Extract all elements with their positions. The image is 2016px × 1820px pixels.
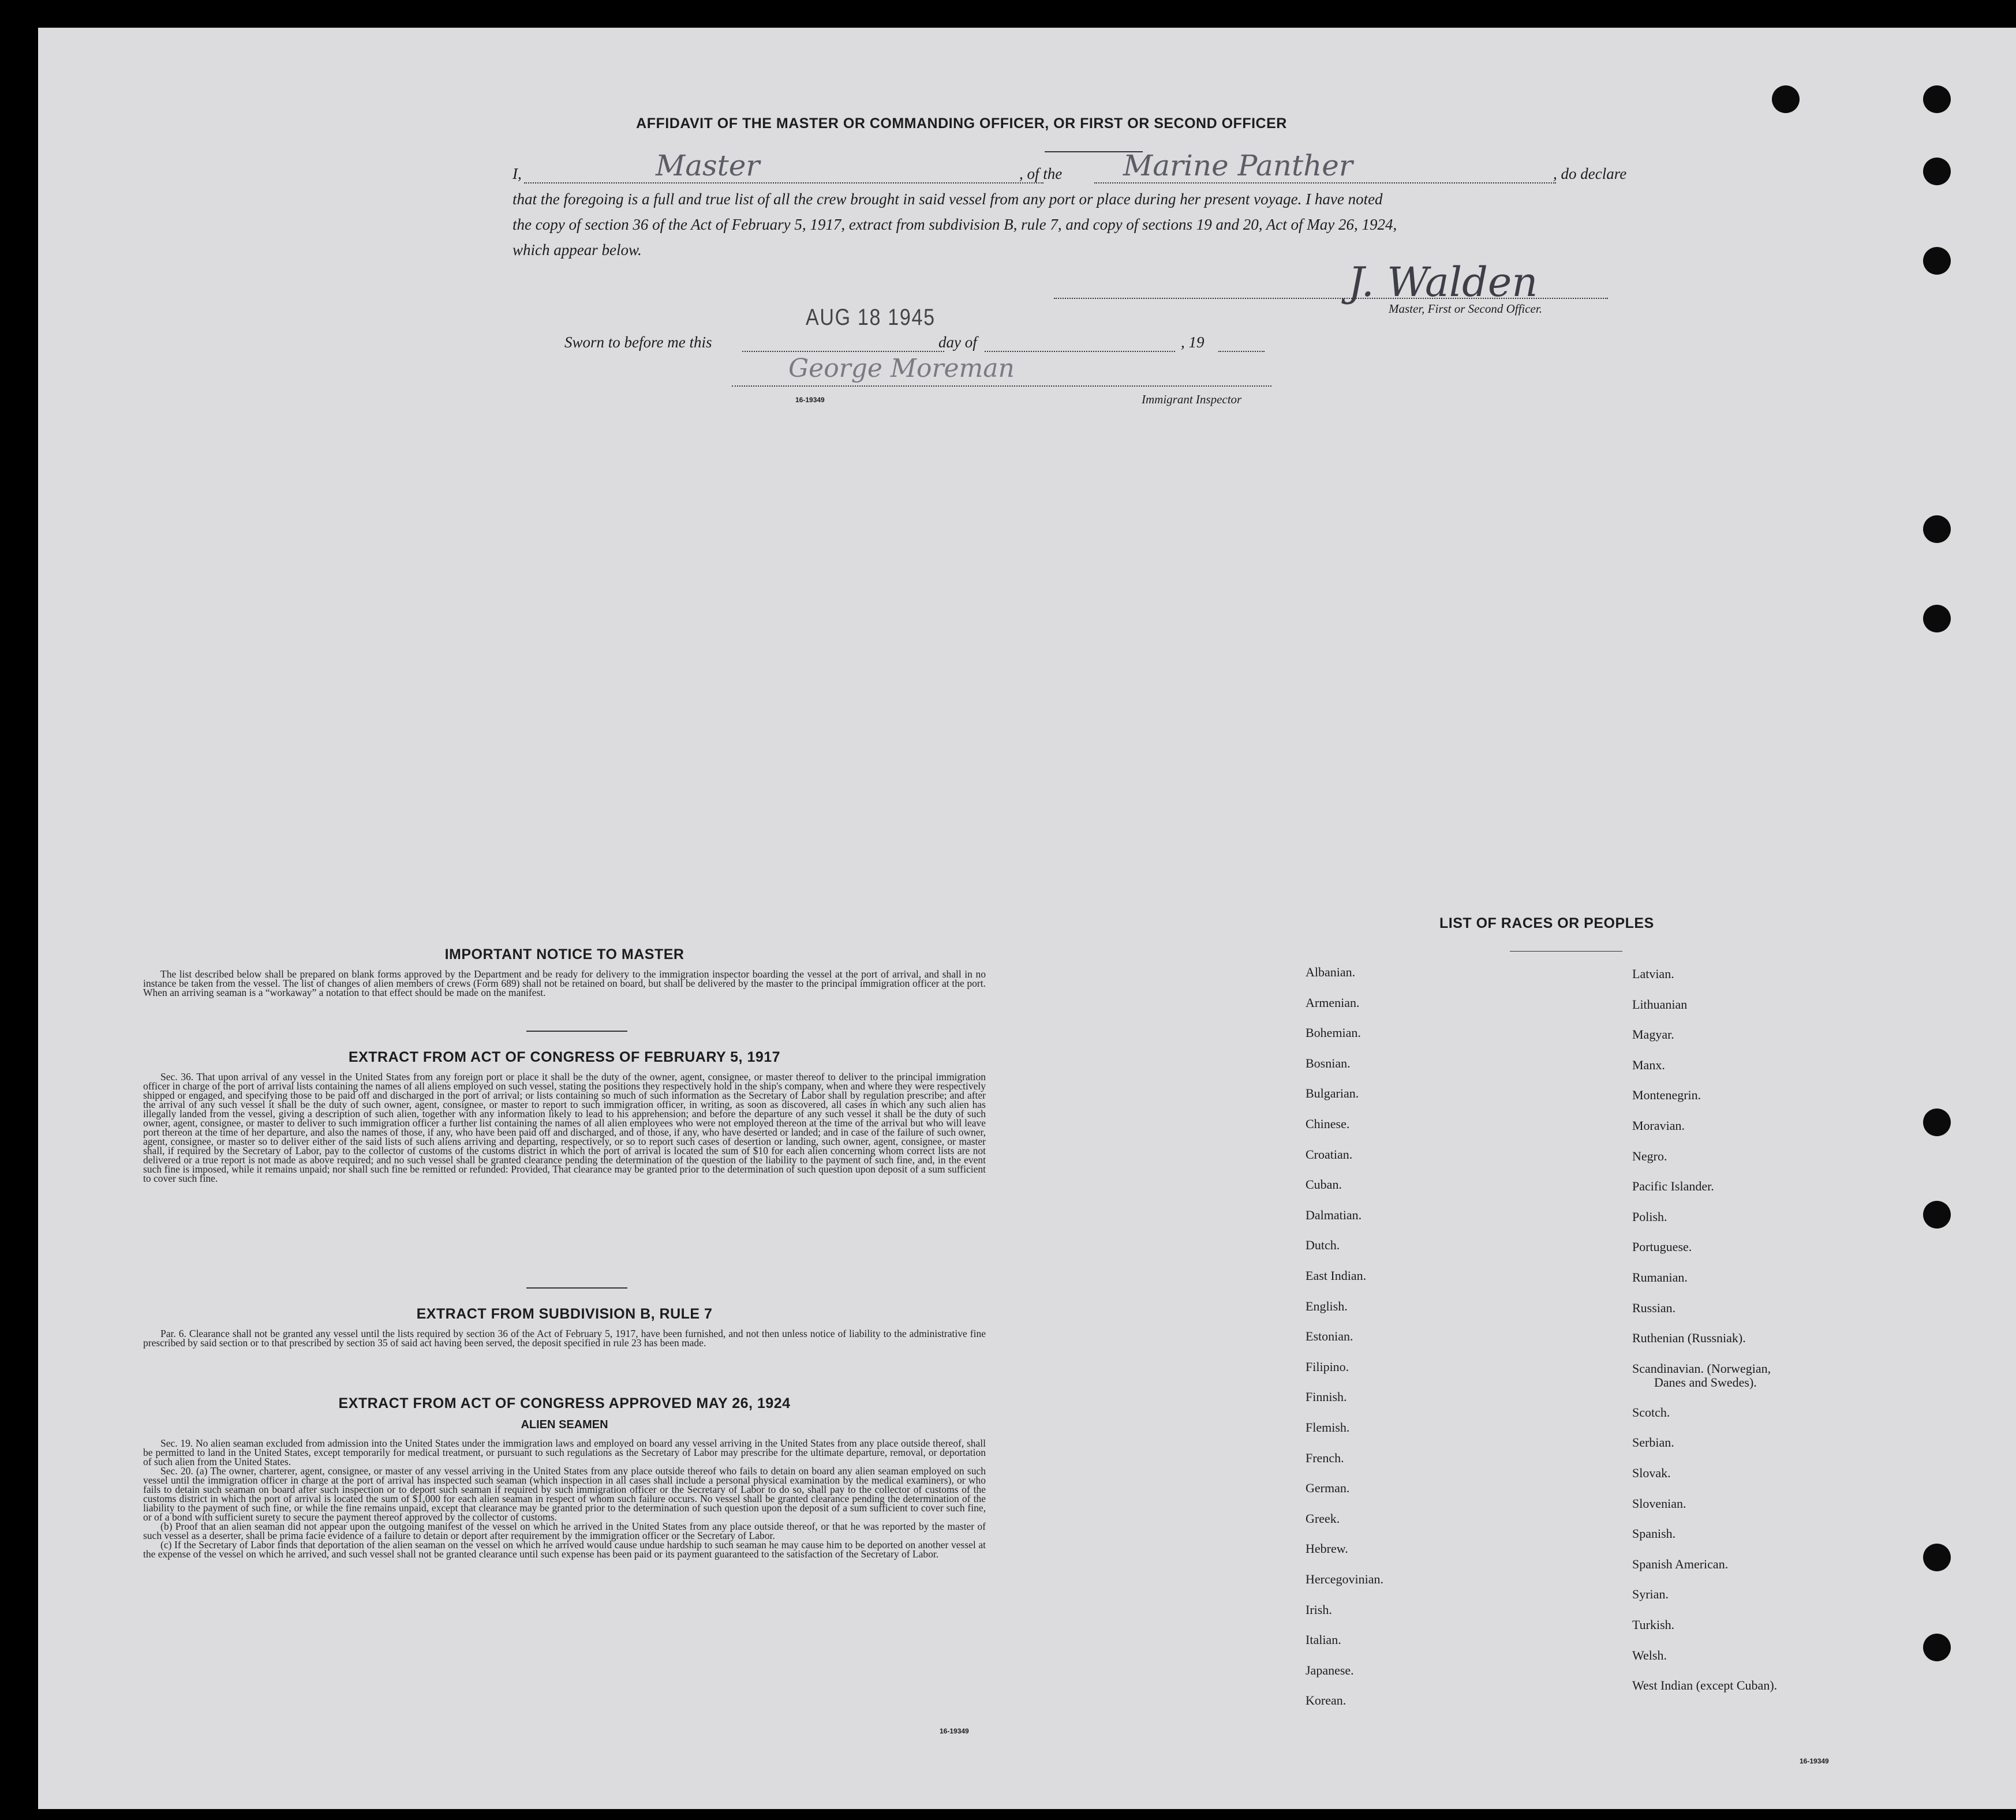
vessel-field-line <box>1094 182 1556 184</box>
affidavit-body-line: that the foregoing is a full and true list of all the crew brought in said vessel from any port or place during her present voyage. I have noted <box>513 190 1383 208</box>
race-item: Montenegrin. <box>1632 1088 1701 1103</box>
race-item: Syrian. <box>1632 1587 1669 1602</box>
punch-hole <box>1923 605 1951 632</box>
act1924-heading: EXTRACT FROM ACT OF CONGRESS APPROVED MAY 26, 1924 <box>338 1395 791 1411</box>
punch-hole <box>1923 1109 1951 1136</box>
race-item: Flemish. <box>1306 1420 1350 1435</box>
affidavit-body-line: the copy of section 36 of the Act of February 5, 1917, extract from subdivision B, rule 7, and copy of sections 19 and 20, Act of May 26, 1924, <box>513 216 1397 233</box>
race-item: Serbian. <box>1632 1435 1674 1450</box>
race-item: Filipino. <box>1306 1359 1349 1374</box>
section-divider <box>526 1287 627 1289</box>
signature-handwritten: J. Walden <box>1348 259 1538 306</box>
race-item: Chinese. <box>1306 1117 1350 1131</box>
form-number: 16-19349 <box>1800 1757 1829 1765</box>
affidavit-body-line: which appear below. <box>513 241 642 259</box>
punch-hole <box>1923 515 1951 543</box>
affidavit-of-the: , of the <box>1019 165 1063 182</box>
race-item: West Indian (except Cuban). <box>1632 1678 1778 1693</box>
sworn-day-line <box>742 351 944 352</box>
notice-heading: IMPORTANT NOTICE TO MASTER <box>444 946 685 963</box>
race-item: Bulgarian. <box>1306 1086 1359 1101</box>
race-item: Magyar. <box>1632 1027 1674 1042</box>
act1924-text: Sec. 19. No alien seaman excluded from admission into the United States under the immigration laws and employed on board any vessel arriving in the United States from any place outside thereof, shall be permitted to land in the United States, except temporarily for medical treatment, or pursuant to such regulations as the Secretary of Labor may prescribe for the ultimate departure, removal, or deportation of such alien from the United States. Sec. 20. (a) The owner, charterer, agent, consignee, or master of any vessel arriving in the United States from any place outside thereof who fails to detain on board any alien seaman employed on such vessel until the immigration officer in charge at the port of arrival has inspected such seaman (which inspection in all cases shall include a personal physical examination by the medical examiners), or who fails to detain such seaman on board after such inspection or to deport such seaman if required by such immigration officer or the Secretary of Labor to do so, shall pay to the collector of customs of the customs district in which the port of arrival is located the sum of $1,000 for each alien seaman in respect of whom such failure occurs. No vessel shall be granted clearance pending the determination of the liability to the payment of such fine, or while the fine remains unpaid, except that clearance may be granted prior to the determination of such question upon the deposit of a sum sufficient to cover such fine, or of a bond with sufficient surety to secure the payment thereof approved by the collector of customs. (b) Proof that an alien seaman did not appear upon the outgoing manifest of the vessel on which he arrived in the United States from any place outside thereof, or that he was reported by the master of such vessel as a deserter, shall be prima facie evidence of a failure to detain or deport after requirement by the immigration officer or the Secretary of Labor. (c) If the Secretary of Labor finds that deportation of the alien seaman on the vessel on which he arrived would cause undue hardship to such seaman he may cause him to be deported on another vessel at the expense of the vessel on which he arrived, and such vessel shall not be granted clearance until such expense has been paid or its payment guaranteed to the satisfaction of the Secretary of Labor. <box>143 1437 986 1560</box>
race-item: Rumanian. <box>1632 1270 1688 1285</box>
vessel-handwritten: Marine Panther <box>1123 149 1353 182</box>
race-item: Spanish. <box>1632 1526 1676 1541</box>
signature-caption: Master, First or Second Officer. <box>1389 302 1542 316</box>
punch-hole <box>1923 247 1951 275</box>
race-item: Welsh. <box>1632 1647 1667 1662</box>
inspector-handwritten: George Moreman <box>788 354 1015 383</box>
race-item: Finnish. <box>1306 1390 1347 1405</box>
race-item: Dalmatian. <box>1306 1207 1362 1222</box>
act1917-heading: EXTRACT FROM ACT OF CONGRESS OF FEBRUARY 5, 1917 <box>348 1049 781 1065</box>
sworn-year-line <box>1218 351 1265 352</box>
race-item: Bosnian. <box>1306 1055 1351 1070</box>
race-item: Polish. <box>1632 1209 1667 1224</box>
officer-handwritten: Master <box>656 149 760 182</box>
sworn-month-line <box>985 351 1175 352</box>
punch-hole <box>1923 1201 1951 1229</box>
inspector-line <box>732 385 1271 387</box>
sworn-prefix: Sworn to before me this <box>564 334 712 351</box>
race-item: Portuguese. <box>1632 1239 1692 1254</box>
race-item: Spanish American. <box>1632 1556 1729 1571</box>
affidavit-do-declare: , do declare <box>1553 165 1627 182</box>
race-item: Moravian. <box>1632 1118 1685 1133</box>
inspector-caption: Immigrant Inspector <box>1142 392 1242 406</box>
act1924-subheading: ALIEN SEAMEN <box>521 1418 608 1431</box>
race-item: Slovenian. <box>1632 1496 1686 1511</box>
race-item: Korean. <box>1306 1693 1347 1708</box>
race-item: Croatian. <box>1306 1147 1353 1162</box>
officer-field-line <box>524 182 1043 184</box>
affidavit-title: AFFIDAVIT OF THE MASTER OR COMMANDING OFFICER, OR FIRST OR SECOND OFFICER <box>636 115 1287 132</box>
race-item: French. <box>1306 1450 1344 1465</box>
race-item-continuation: Danes and Swedes). <box>1654 1375 1757 1390</box>
notice-text: The list described below shall be prepared on blank forms approved by the Department and be ready for delivery to the immigration inspector boarding the vessel at the port of arrival, and shall in no instance be taken from the vessel. The list of changes of alien members of crews (Form 689) shall not be retained on board, but shall be delivered by the master to the principal immigration officer at the port. When an arriving seaman is a “workaway” a notation to that effect should be made on the manifest. <box>143 968 986 998</box>
race-item: English. <box>1306 1298 1348 1313</box>
race-item: Scotch. <box>1632 1405 1670 1420</box>
date-stamp: AUG 18 1945 <box>806 305 936 330</box>
races-heading: LIST OF RACES OR PEOPLES <box>1439 915 1654 931</box>
punch-hole <box>1923 85 1951 113</box>
form-number: 16-19349 <box>940 1727 969 1735</box>
form-page <box>38 28 2016 1809</box>
sworn-day-of: day of <box>938 334 977 351</box>
punch-hole <box>1923 1634 1951 1661</box>
rule7-heading: EXTRACT FROM SUBDIVISION B, RULE 7 <box>416 1306 713 1322</box>
race-item: Cuban. <box>1306 1177 1342 1192</box>
affidavit-line-prefix: I, <box>513 165 522 182</box>
race-item: Russian. <box>1632 1300 1676 1315</box>
race-item: Estonian. <box>1306 1329 1353 1344</box>
punch-hole <box>1772 85 1800 113</box>
race-item: East Indian. <box>1306 1268 1367 1283</box>
race-item: Turkish. <box>1632 1617 1675 1632</box>
race-item: Greek. <box>1306 1511 1340 1526</box>
race-item: Ruthenian (Russniak). <box>1632 1331 1746 1346</box>
race-item: Negro. <box>1632 1148 1667 1163</box>
race-item: Irish. <box>1306 1602 1332 1617</box>
section-divider <box>526 1031 627 1032</box>
race-item: Hebrew. <box>1306 1541 1348 1556</box>
punch-hole <box>1923 1544 1951 1571</box>
race-item: Bohemian. <box>1306 1025 1361 1040</box>
rule7-text: Par. 6. Clearance shall not be granted any vessel until the lists required by section 36 of the Act of February 5, 1917, have been furnished, and not then unless notice of liability to the administrative fine prescribed by said section or to that prescribed by section 35 of said act having been served, the deposit specified in rule 23 has been made. <box>143 1328 986 1349</box>
act1917-text: Sec. 36. That upon arrival of any vessel in the United States from any foreign port or place it shall be the duty of the owner, agent, consignee, or master thereof to deliver to the principal immigration officer in charge of the port of arrival lists containing the names of all aliens employed on such vessel, stating the positions they respectively hold in the ship's company, when and where they were respectively shipped or engaged, and specifying those to be paid off and discharged in the port of arrival; or lists containing so much of such information as the Secretary of Labor shall by regulation prescribe; and after the arrival of any such vessel it shall be the duty of such owner, agent, consignee, or master to report to such immigration officer, in writing, as soon as discovered, all cases in which any such alien has illegally landed from the vessel, giving a description of such alien, together with any information likely to lead to his apprehension; and before the departure of any such vessel it shall be the duty of such owner, agent, consignee, or master to deliver to such immigration officer a further list containing the names of all alien employees who were not employed thereon at the time of the arrival but who will leave port thereon at the time of her departure, and also the names of those, if any, who have been paid off and discharged, and of those, if any, who have deserted or landed; and in case of the failure of such owner, agent, consignee, or master so to deliver either of the said lists of such aliens arriving and departing, respectively, or so to report such cases of desertion or landing, such owner, agent, consignee, or master shall, if required by the Secretary of Labor, pay to the collector of customs of the customs district in which the port of arrival is located the sum of $10 for each alien concerning whom correct lists are not delivered or a true report is not made as above required; and no such vessel shall be granted clearance pending the determination of the question of the liability to the payment of such fine, and, in the event such fine is imposed, while it remains unpaid; nor shall such fine be remitted or refunded: Provided, That clearance may be granted prior to the determination of such question upon deposit of a sum sufficient to cover such fine. <box>143 1071 986 1184</box>
race-item: Italian. <box>1306 1632 1341 1647</box>
race-item: Slovak. <box>1632 1466 1671 1480</box>
race-item: Lithuanian <box>1632 997 1688 1012</box>
race-item: Hercegovinian. <box>1306 1572 1383 1586</box>
race-item: German. <box>1306 1481 1350 1496</box>
form-number: 16-19349 <box>795 396 825 404</box>
race-item: Japanese. <box>1306 1662 1354 1677</box>
race-item: Armenian. <box>1306 995 1360 1010</box>
race-item: Manx. <box>1632 1057 1665 1072</box>
races-divider <box>1510 951 1622 952</box>
sworn-year: , 19 <box>1181 334 1205 351</box>
punch-hole <box>1923 158 1951 185</box>
race-item: Pacific Islander. <box>1632 1179 1714 1194</box>
race-item: Dutch. <box>1306 1238 1340 1253</box>
race-item: Albanian. <box>1306 965 1356 979</box>
race-item: Latvian. <box>1632 967 1674 981</box>
race-item: Scandinavian. (Norwegian, <box>1632 1361 1771 1376</box>
